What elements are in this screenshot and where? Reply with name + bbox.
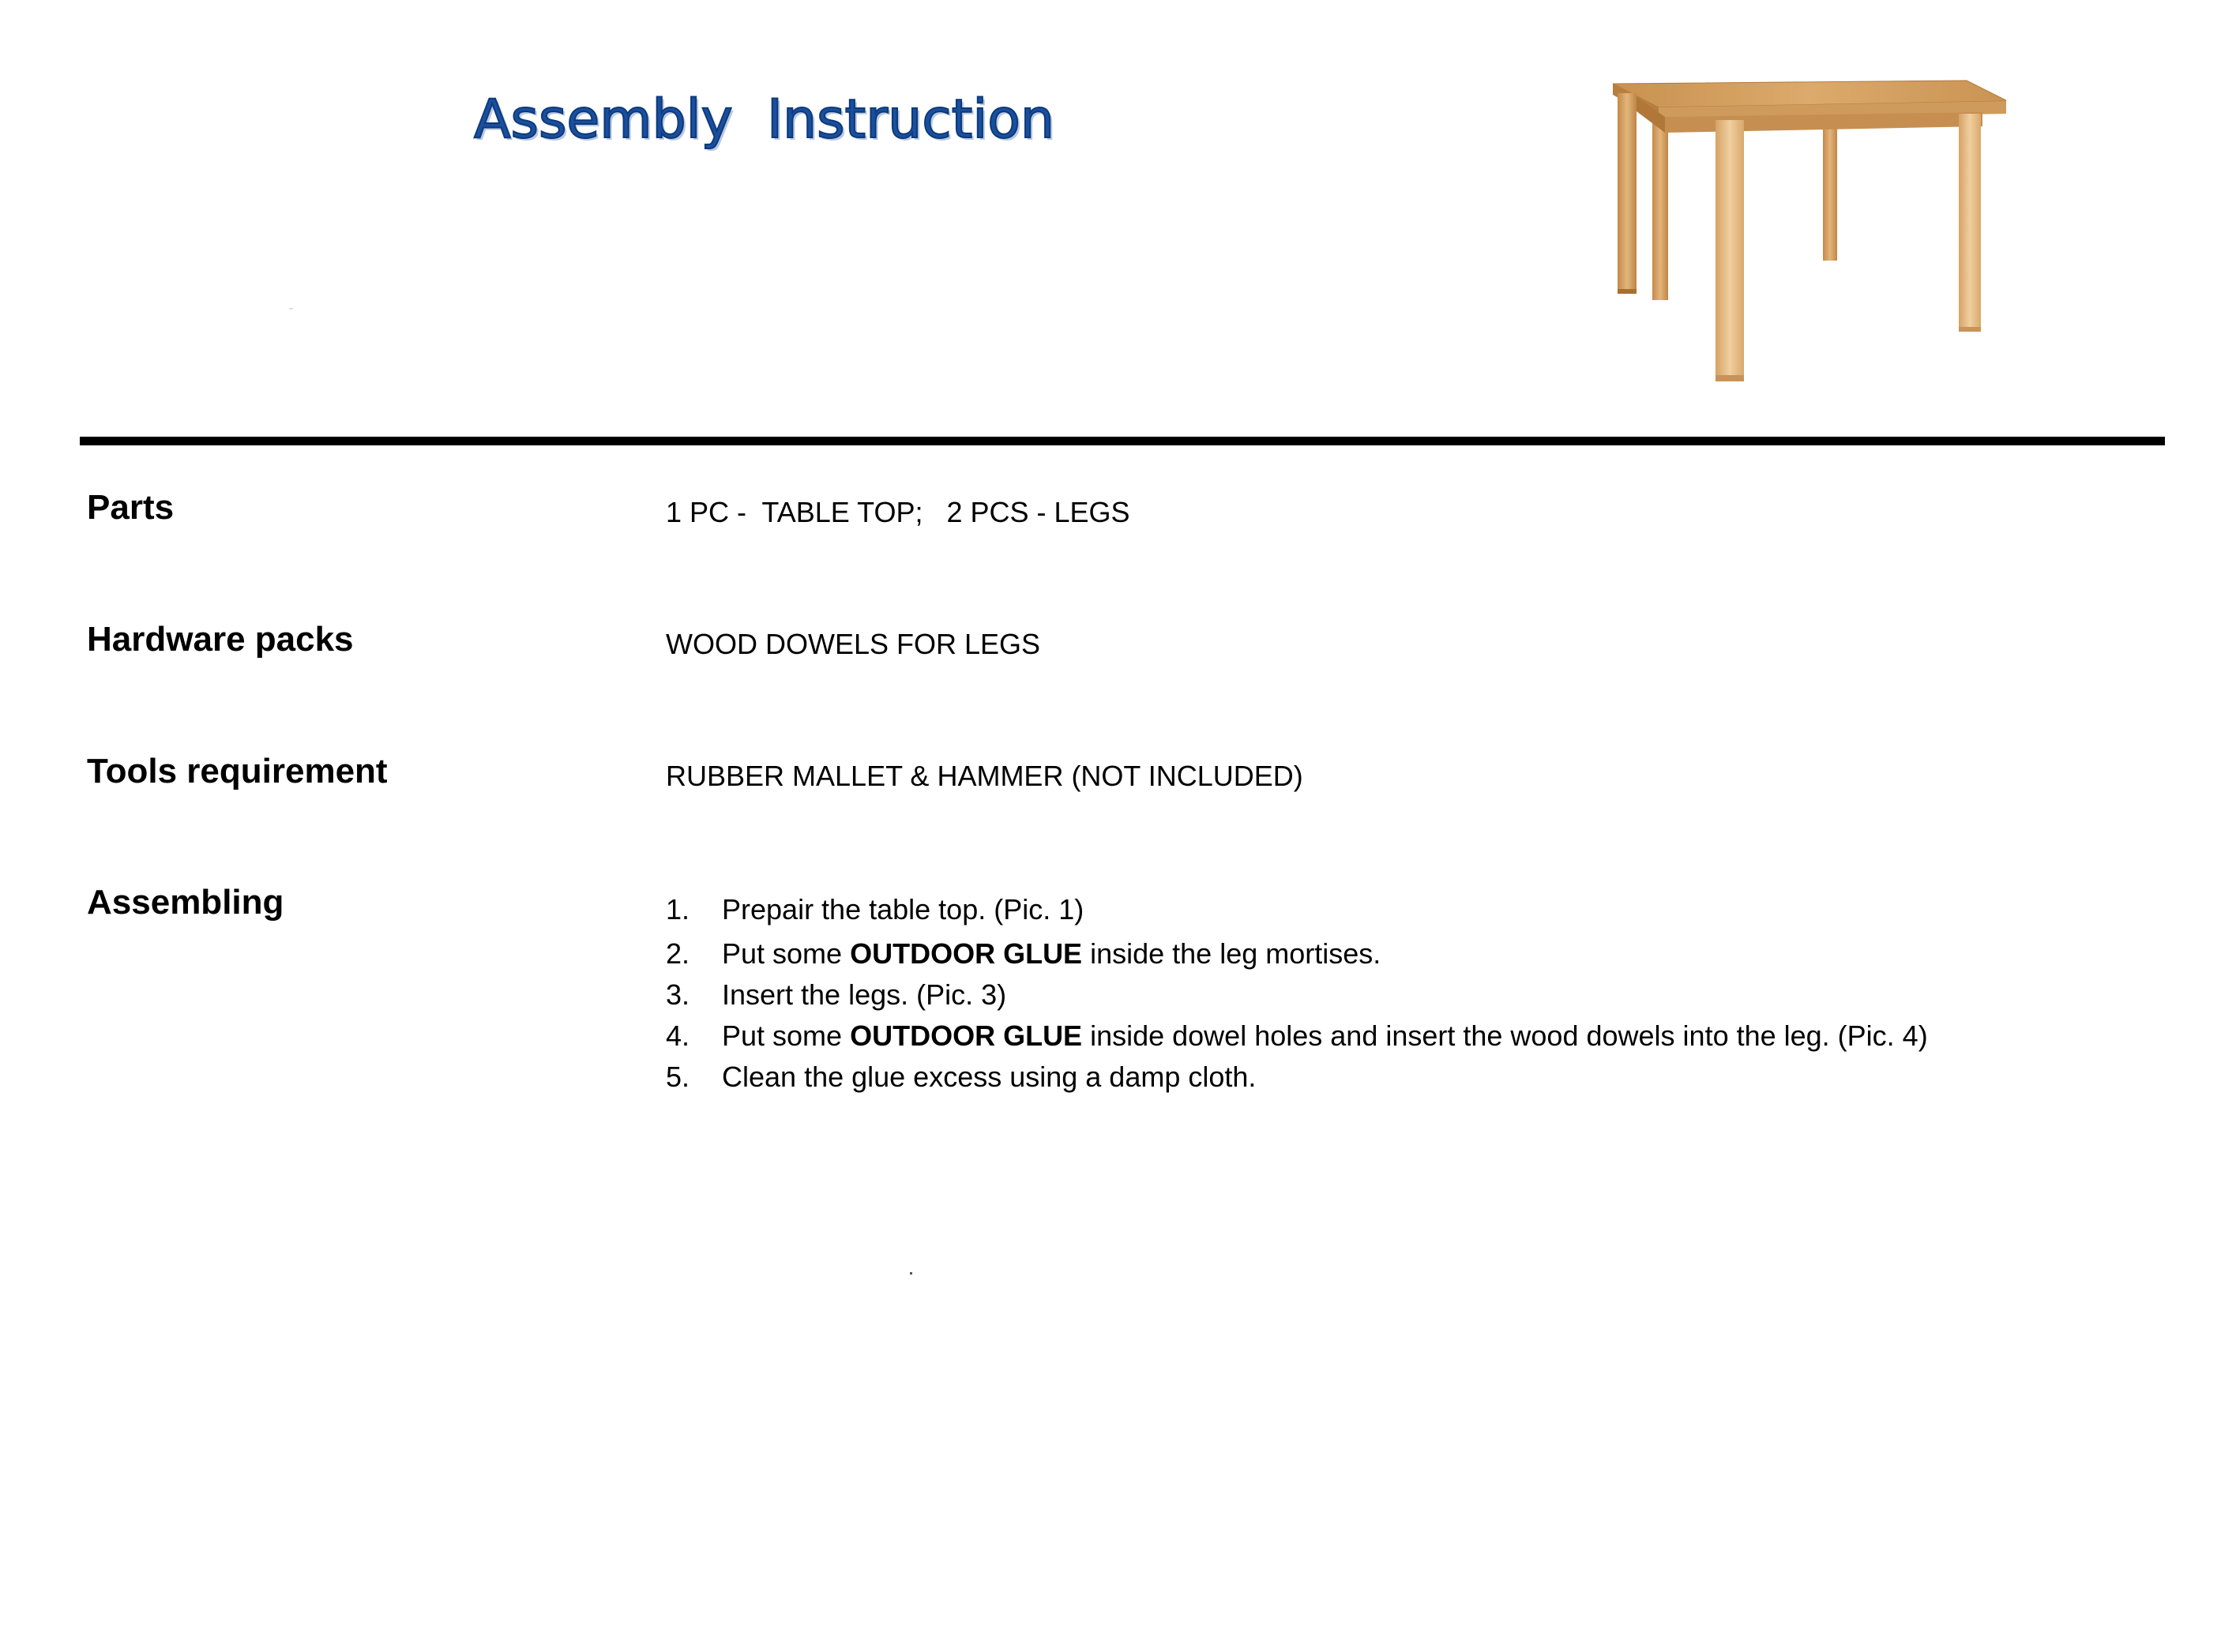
assembly-step	[666, 1016, 1928, 1057]
assembly-step	[666, 889, 1928, 933]
step-text: Insert the legs. (Pic. 3)	[722, 978, 1007, 1011]
assembly-step	[666, 933, 1928, 974]
stray-mark	[910, 1272, 912, 1275]
parts-value: 1 PC - TABLE TOP; 2 PCS - LEGS	[666, 496, 1130, 528]
emphasis-glue: OUTDOOR GLUE	[850, 1019, 1083, 1052]
tools-value: RUBBER MALLET & HAMMER (NOT INCLUDED)	[666, 760, 1303, 792]
step-number: 1.	[666, 893, 690, 925]
page-title: Assembly Instruction	[474, 88, 1054, 151]
assembly-steps-list	[666, 889, 1928, 1098]
hardware-label: Hardware packs	[87, 620, 354, 659]
tools-label: Tools requirement	[87, 752, 388, 790]
table-illustration	[1595, 71, 2006, 395]
emphasis-glue: OUTDOOR GLUE	[850, 937, 1083, 970]
step-text: Clean the glue excess using a damp cloth.	[722, 1061, 1257, 1093]
hardware-value: WOOD DOWELS FOR LEGS	[666, 628, 1041, 660]
assembling-label: Assembling	[87, 883, 284, 922]
step-number: 5.	[666, 1061, 690, 1093]
assembly-step	[666, 974, 1928, 1016]
step-number: 4.	[666, 1019, 690, 1052]
step-text: Prepair the table top. (Pic. 1)	[722, 893, 1084, 925]
step-text: Put some OUTDOOR GLUE inside dowel holes and insert the wood dowels into the leg. (Pic. 4)	[722, 1019, 1928, 1052]
stray-mark	[289, 308, 293, 310]
parts-label: Parts	[87, 488, 175, 527]
section-divider	[80, 437, 2165, 445]
step-number: 2.	[666, 937, 690, 970]
step-number: 3.	[666, 978, 690, 1011]
step-text: Put some OUTDOOR GLUE inside the leg mortises.	[722, 937, 1381, 970]
assembly-step	[666, 1057, 1928, 1098]
